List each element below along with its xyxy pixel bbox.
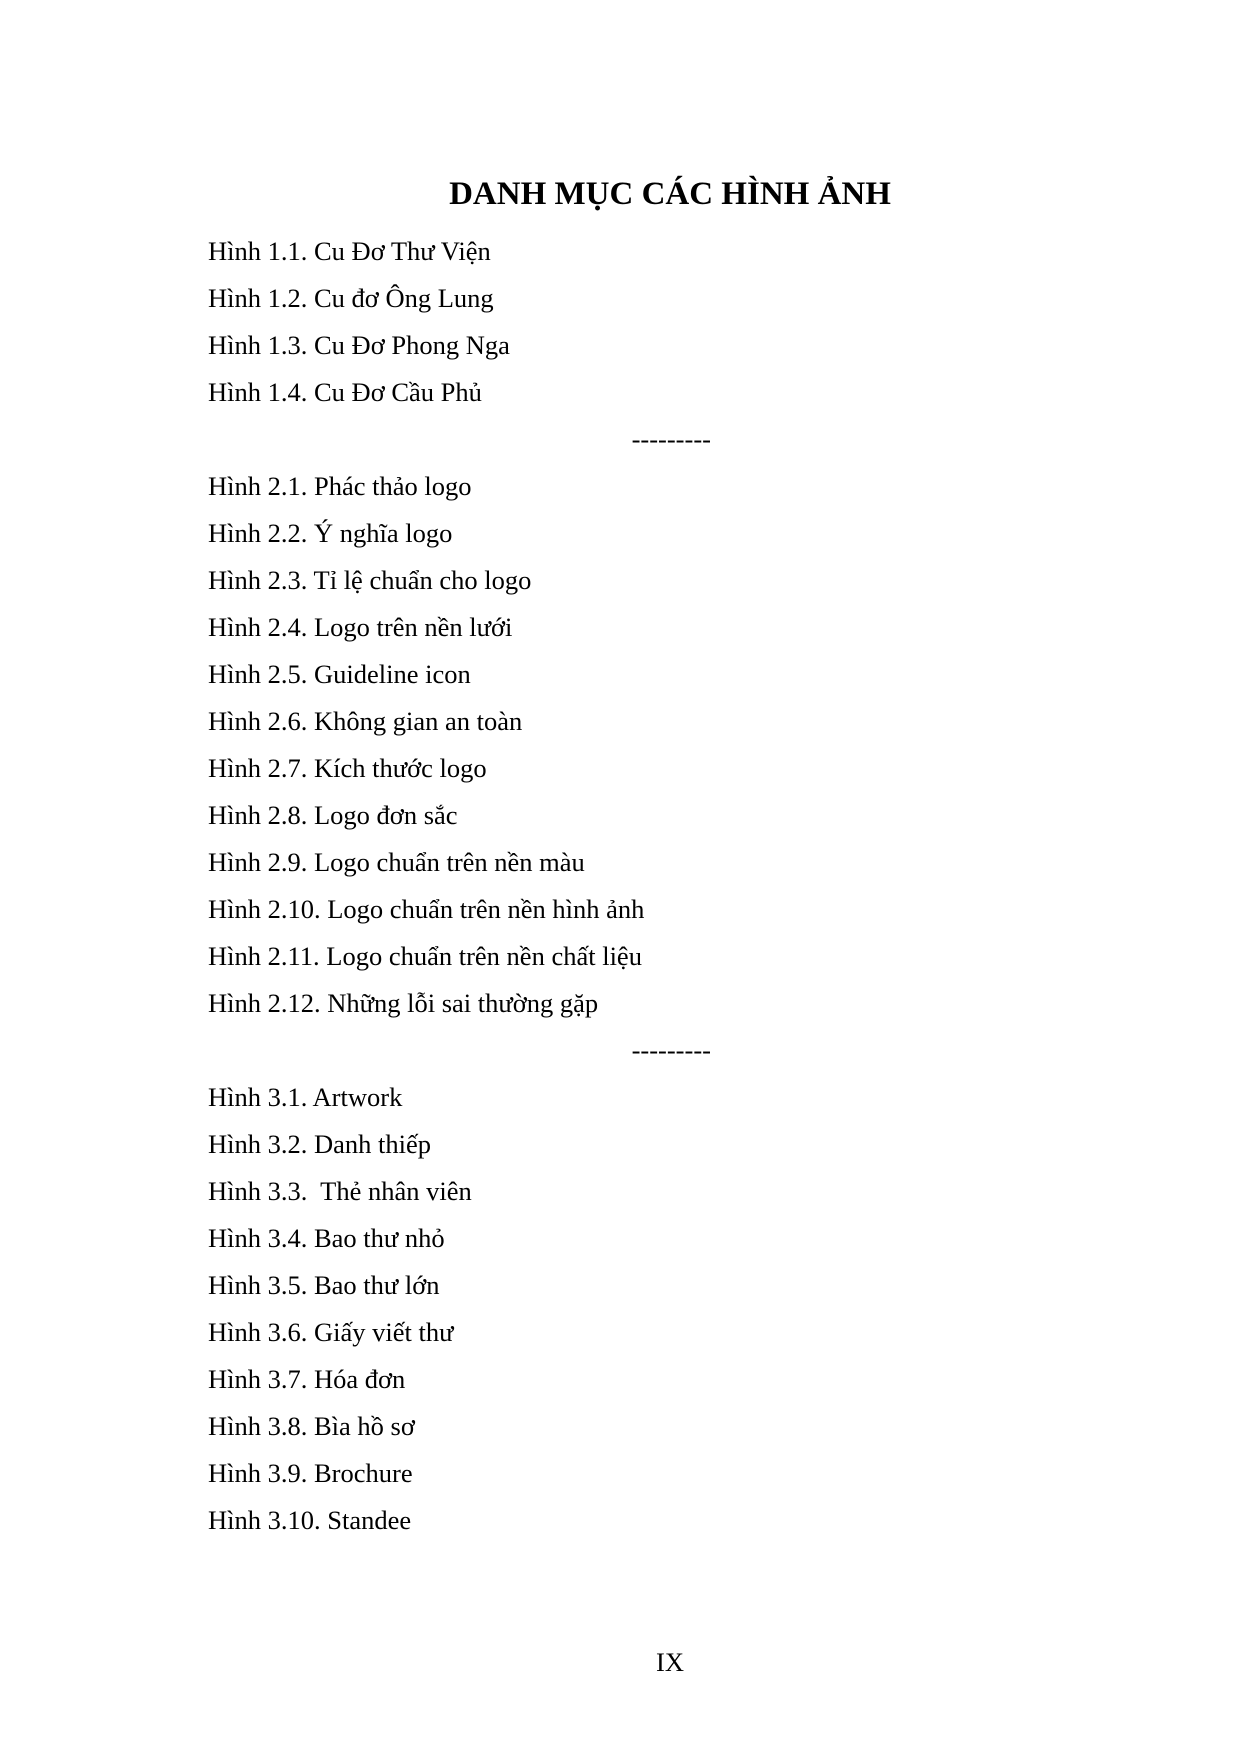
list-item: Hình 1.4. Cu Đơ Cầu Phủ bbox=[208, 377, 482, 407]
figure-list bbox=[208, 228, 768, 1544]
list-item: Hình 2.12. Những lỗi sai thường gặp bbox=[208, 988, 599, 1018]
list-item: Hình 1.2. Cu đơ Ông Lung bbox=[208, 283, 494, 313]
list-item: Hình 2.8. Logo đơn sắc bbox=[208, 800, 458, 830]
list-item: Hình 3.5. Bao thư lớn bbox=[208, 1270, 440, 1300]
list-item: Hình 3.2. Danh thiếp bbox=[208, 1129, 432, 1159]
page-title: DANH MỤC CÁC HÌNH ẢNH bbox=[449, 176, 891, 212]
list-item: Hình 1.1. Cu Đơ Thư Viện bbox=[208, 236, 491, 266]
list-item: Hình 3.10. Standee bbox=[208, 1505, 412, 1535]
list-item: Hình 3.7. Hóa đơn bbox=[208, 1364, 406, 1394]
list-item: Hình 2.3. Tỉ lệ chuẩn cho logo bbox=[208, 565, 532, 595]
list-item: Hình 2.10. Logo chuẩn trên nền hình ảnh bbox=[208, 894, 645, 924]
list-item: Hình 2.1. Phác thảo logo bbox=[208, 471, 472, 501]
list-item: Hình 2.5. Guideline icon bbox=[208, 659, 471, 689]
list-item: Hình 2.9. Logo chuẩn trên nền màu bbox=[208, 847, 585, 877]
list-item: Hình 3.9. Brochure bbox=[208, 1458, 413, 1488]
section-separator: --------- bbox=[631, 1035, 711, 1065]
list-item: Hình 2.2. Ý nghĩa logo bbox=[208, 518, 453, 548]
list-item: Hình 1.3. Cu Đơ Phong Nga bbox=[208, 330, 510, 360]
page-number: IX bbox=[656, 1647, 684, 1677]
list-item: Hình 2.7. Kích thước logo bbox=[208, 753, 487, 783]
list-item: Hình 2.4. Logo trên nền lưới bbox=[208, 612, 513, 642]
list-item: Hình 3.1. Artwork bbox=[208, 1082, 403, 1112]
list-item: Hình 3.4. Bao thư nhỏ bbox=[208, 1223, 445, 1253]
list-item: Hình 3.3. Thẻ nhân viên bbox=[208, 1176, 472, 1206]
list-item: Hình 3.8. Bìa hồ sơ bbox=[208, 1411, 415, 1441]
list-item: Hình 3.6. Giấy viết thư bbox=[208, 1317, 454, 1347]
section-separator: --------- bbox=[631, 424, 711, 454]
list-item: Hình 2.11. Logo chuẩn trên nền chất liệu bbox=[208, 941, 642, 971]
list-item: Hình 2.6. Không gian an toàn bbox=[208, 706, 523, 736]
